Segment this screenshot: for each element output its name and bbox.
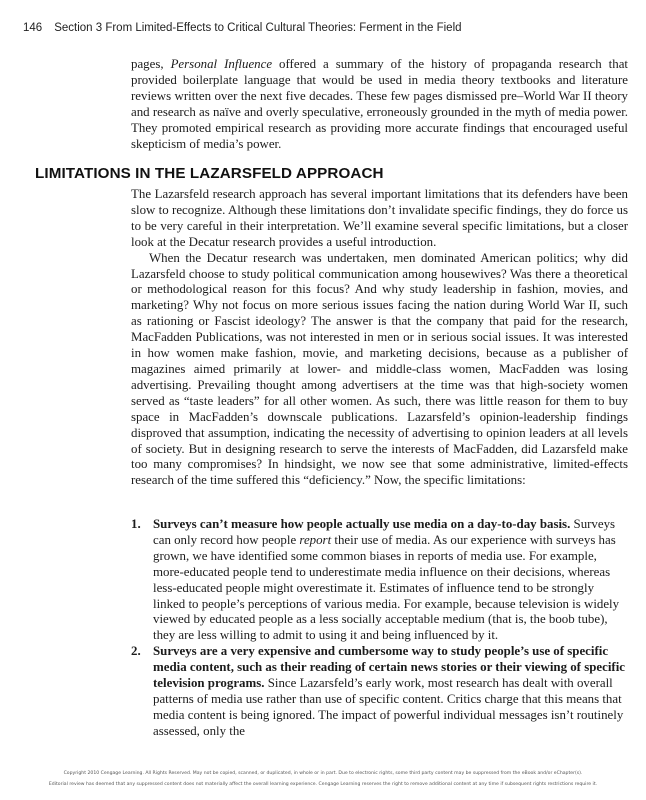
list-item [131,644,628,739]
list-item-text: Surveys can only record how people [153,517,616,547]
list-item [131,517,628,644]
intro-text-rest: offered a summary of the history of propaganda research that provided boilerplate language that would be used in media theory textbooks and literature reviews written over the next five decades. These few pages dismissed pre–World War II theory and research as naïve and overly speculative, erroneously grounded in the myth of media power. They promoted empirical research as providing more accurate findings that encouraged useful skepticism of media’s power. [131,57,629,151]
paragraph: When the Decatur research was undertaken, men dominated American politics; why did Lazarsfeld choose to study political communication among housewives? Was there a theoretical or methodological reason for this focus? And why study leadership in fashion, movies, and marketing? Why not focus on more serious issues facing the nation during World War II, such as rationing or Fascist ideology? The answer is that the company that paid for the research, MacFadden Publications, was not interested in men or in serious social issues. It was interested in how women make fashion, movie, and marketing decisions, because as a publisher of magazines aimed primarily at lower- and middle-class women, MacFadden was losing advertising. Prevailing thought among advertisers at the time was that high-society women served as “taste leaders” for all other women. As such, there was little reason for them to buy space in MacFadden’s downscale publications. Lazarsfeld’s opinion-leadership findings disproved that assumption, indicating the necessity of advertising to opinion leaders at all levels of society. But in designing research to serve the interests of MacFadden, did Lazarsfeld make too many compromises? In hindsight, we now see that some administrative, limited-effects research of the time suffered this “deficiency.” Now, the specific limitations: [131,250,628,488]
paragraph: The Lazarsfeld research approach has several important limitations that its defenders have been slow to recognize. Although these limitations don’t invalidate specific findings, they do force us to be very careful in their interpretation. We’ll examine several specific limitations, but a closer look at the Decatur research provides a useful introduction. [131,187,628,249]
list-item-lead: Surveys are a very expensive and cumbersome way to study people’s use of specific media content, such as their reading of certain news stories or their viewing of specific television programs. [153,644,626,691]
list-number: 1. [131,517,141,531]
intro-paragraph [131,57,628,152]
main-text [131,187,628,489]
emphasis: report [299,532,332,547]
list-number: 2. [131,644,141,659]
list-item-text-rest: their use of media. As our experience with surveys has grown, we have identified some common biases in reports of media use. For example, more-educated people tend to underestimate media influence on their decisions, whereas less-educated people might overestimate it. Estimates of influence tend to be strongly linked to people’s perceptions of various media. For example, because television is widely viewed by educated people as a less socially acceptable medium (that is, the boob tube), they are less willing to admit to using it and being influenced by it. [153,532,620,643]
page-number: 146 [23,22,43,34]
intro-text-start: pages, [131,57,171,71]
running-head-title: Section 3 From Limited-Effects to Critical Cultural Theories: Ferment in the Field [54,22,462,34]
limitations-list [131,517,628,740]
footer-line: Editorial review has deemed that any suppressed content does not materially affect the overall learning experience. Cengage Learning reserves the right to remove additional content at any time if subsequent rights restrictions require it. [48,782,598,787]
list-item-lead: Surveys can’t measure how people actually use media on a day-to-day basis. [153,517,571,531]
running-head [23,22,462,34]
copyright-footer [0,768,646,790]
footer-line: Copyright 2010 Cengage Learning. All Rights Reserved. May not be copied, scanned, or duplicated, in whole or in part. Due to electronic rights, some third party content may be suppressed from the eBook and/or eChapter(s). [63,771,583,776]
list-item-text: Since Lazarsfeld’s early work, most research has dealt with overall patterns of media use rather than use of specific content. Critics charge that this means that media content is being ignored. The impact of powerful individual messages isn’t routinely assessed, only the [153,676,624,738]
book-title: Personal Influence [170,57,273,71]
section-heading: LIMITATIONS IN THE LAZARSFELD APPROACH [35,165,384,182]
intro-paragraph-block [131,57,628,152]
